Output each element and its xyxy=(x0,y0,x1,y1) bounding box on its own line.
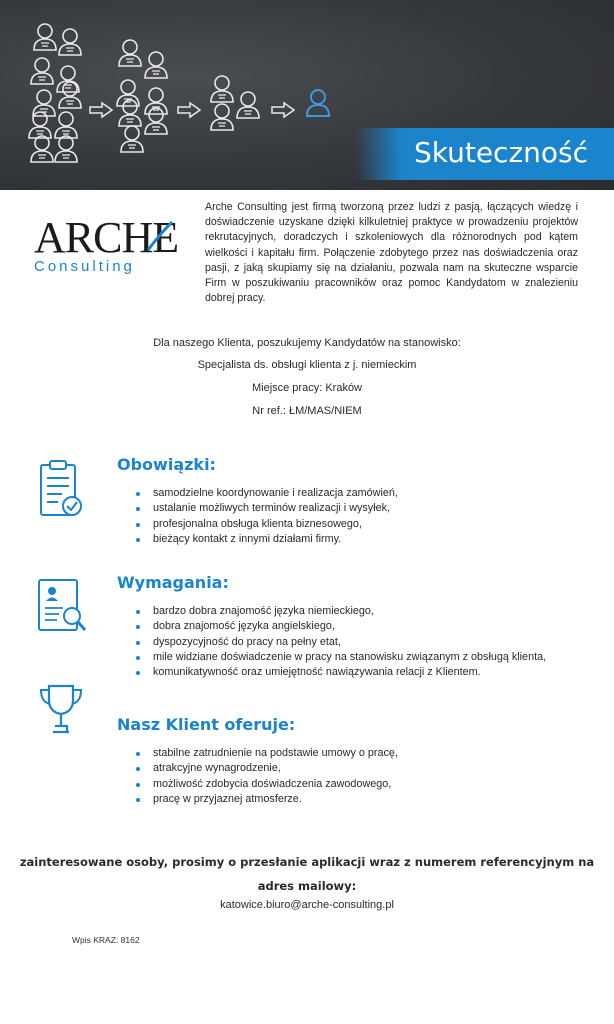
group-small xyxy=(211,76,259,130)
list-item: samodzielne koordynowanie i realizacja zamówień, xyxy=(117,486,557,501)
kraz-registry-note: Wpis KRAZ: 8162 xyxy=(72,935,140,945)
company-intro: Arche Consulting jest firmą tworzoną przez ludzi z pasją, łączących wiedzę i doświadczenie uzyskane dzięki kilkuletniej praktyce w prowadzeniu projektów rekrutacyjnych, doradczych i szkoleniowych dla różnorodnych pod kątem wielkości i kapitału firm. Połączenie zdobytego przez nas doświadczenia oraz pasji, z jaką skupiamy się na działaniu, pozwala nam na skuteczne wsparcie Firm w poszukiwaniu pracowników oraz pomoc Kandydatom w znalezieniu dobrej pracy. xyxy=(205,201,578,305)
list-item: atrakcyjne wynagrodzenie, xyxy=(117,761,557,776)
offer-ref: Nr ref.: ŁM/MAS/NIEM xyxy=(252,405,362,417)
header-banner xyxy=(0,0,614,190)
cta-line-1: zainteresowane osoby, prosimy o przesłanie aplikacji wraz z numerem referencyjnym na xyxy=(19,855,595,869)
logo-accent-stroke xyxy=(144,220,174,254)
benefits-list xyxy=(117,746,557,807)
list-item: mile widziane doświadczenie w pracy na stanowisku związanym z obsługą klienta, xyxy=(117,650,557,665)
offer-position: Specjalista ds. obsługi klienta z j. niemieckim xyxy=(197,359,417,371)
arche-logo xyxy=(34,212,184,280)
section-title-requirements: Wymagania: xyxy=(117,573,229,592)
list-item: stabilne zatrudnienie na podstawie umowy o pracę, xyxy=(117,746,557,761)
list-item: profesjonalna obsługa klienta biznesowego, xyxy=(117,517,557,532)
section-title-duties: Obowiązki: xyxy=(117,455,216,474)
list-item: pracę w przyjaznej atmosferze. xyxy=(117,792,557,807)
list-item: dyspozycyjność do pracy na pełny etat, xyxy=(117,635,557,650)
list-item: komunikatywność oraz umiejętność nawiązywania relacji z Klientem. xyxy=(117,665,557,680)
duties-list xyxy=(117,486,557,547)
logo-wordmark: ARCHE xyxy=(34,213,179,262)
list-item: możliwość zdobycia doświadczenia zawodowego, xyxy=(117,777,557,792)
offer-lead: Dla naszego Klienta, poszukujemy Kandydatów na stanowisko: xyxy=(153,337,461,349)
list-item: bardzo dobra znajomość języka niemieckiego, xyxy=(117,604,557,619)
offer-location: Miejsce pracy: Kraków xyxy=(251,382,363,394)
list-item: dobra znajomość języka angielskiego, xyxy=(117,619,557,634)
group-medium xyxy=(117,40,167,152)
logo-subtitle: Consulting xyxy=(34,258,135,275)
trophy-icon xyxy=(38,682,84,736)
group-large xyxy=(29,24,81,162)
section-title-offer: Nasz Klient oferuje: xyxy=(117,715,296,734)
clipboard-check-icon xyxy=(38,458,86,520)
tagline-bar xyxy=(355,128,614,180)
resume-search-icon xyxy=(37,578,87,634)
list-item: ustalanie możliwych terminów realizacji i wysyłek, xyxy=(117,501,557,516)
list-item: bieżący kontakt z innymi działami firmy. xyxy=(117,532,557,547)
cta-line-2: adres mailowy: xyxy=(257,879,357,893)
requirements-list xyxy=(117,604,557,680)
tagline: Skuteczność xyxy=(413,136,588,169)
selected-person xyxy=(307,90,329,116)
contact-email-link[interactable]: katowice.biuro@arche-consulting.pl xyxy=(220,899,394,911)
